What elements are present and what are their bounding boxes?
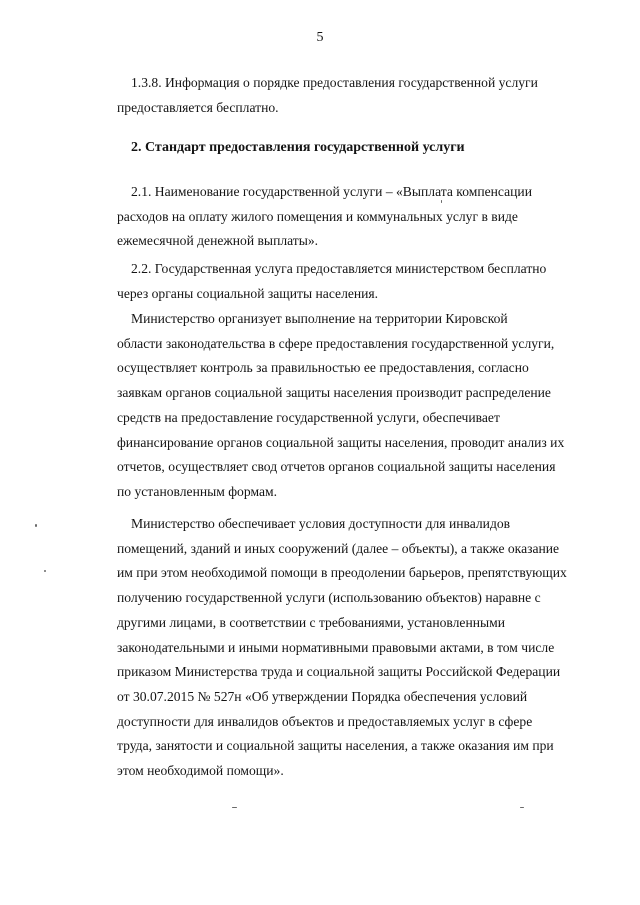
scan-speck	[441, 200, 442, 203]
scan-speck	[232, 807, 237, 808]
text-line: заявкам органов социальной защиты населения производит распределение	[117, 385, 551, 401]
section-heading: 2. Стандарт предоставления государственной услуги	[131, 140, 465, 155]
text-line: расходов на оплату жилого помещения и коммунальных услуг в виде	[117, 208, 518, 224]
paragraph-1-3-8	[117, 71, 597, 120]
text-line: по установленным формам.	[117, 483, 277, 499]
text-line: осуществляет контроль за правильностью ее предоставления, согласно	[117, 360, 529, 376]
paragraph-ministry-accessibility	[117, 512, 597, 784]
text-line: 2.2. Государственная услуга предоставляется министерством бесплатно	[131, 261, 547, 276]
text-line: помещений, зданий и иных сооружений (далее – объекты), а также оказание	[117, 540, 560, 556]
paragraph-2-1	[117, 180, 597, 254]
text-line: через органы социальной защиты населения.	[117, 285, 379, 301]
paragraph-ministry-organizes	[117, 307, 597, 505]
text-line: законодательными и иными нормативными правовыми актами, в том числе	[117, 639, 555, 655]
text-line: отчетов, осуществляет свод отчетов органов социальной защиты населения	[117, 459, 556, 475]
page-number: 5	[316, 30, 324, 45]
text-line: финансирование органов социальной защиты населения, проводит анализ их	[117, 434, 565, 450]
text-line: 2.1. Наименование государственной услуги – «Выплата компенсации	[131, 184, 532, 199]
text-line: Министерство организует выполнение на территории Кировской	[131, 311, 508, 326]
text-line: доступности для инвалидов объектов и предоставляемых услуг в сфере	[117, 713, 533, 729]
scan-speck	[44, 570, 46, 572]
text-line: приказом Министерства труда и социальной защиты Российской Федерации	[117, 664, 561, 680]
text-line: средств на предоставление государственной услуги, обеспечивает	[117, 409, 500, 425]
scan-speck	[35, 524, 37, 527]
text-line: предоставляется бесплатно.	[117, 99, 279, 115]
paragraph-2-2	[117, 257, 597, 306]
text-line: Министерство обеспечивает условия доступности для инвалидов	[131, 516, 511, 531]
text-line: от 30.07.2015 № 527н «Об утверждении Порядка обеспечения условий	[117, 688, 528, 704]
text-line: им при этом необходимой помощи в преодолении барьеров, препятствующих	[117, 565, 567, 581]
text-line: 1.3.8. Информация о порядке предоставления государственной услуги	[131, 75, 538, 90]
text-line: ежемесячной денежной выплаты».	[117, 233, 319, 249]
text-line: получению государственной услуги (использованию объектов) наравне с	[117, 590, 541, 606]
text-line: этом необходимой помощи».	[117, 763, 284, 779]
text-line: области законодательства в сфере предоставления государственной услуги,	[117, 335, 555, 351]
text-line: другими лицами, в соответствии с требованиями, установленными	[117, 614, 506, 630]
text-line: труда, занятости и социальной защиты населения, а также оказания им при	[117, 738, 554, 754]
scan-speck	[520, 807, 524, 808]
